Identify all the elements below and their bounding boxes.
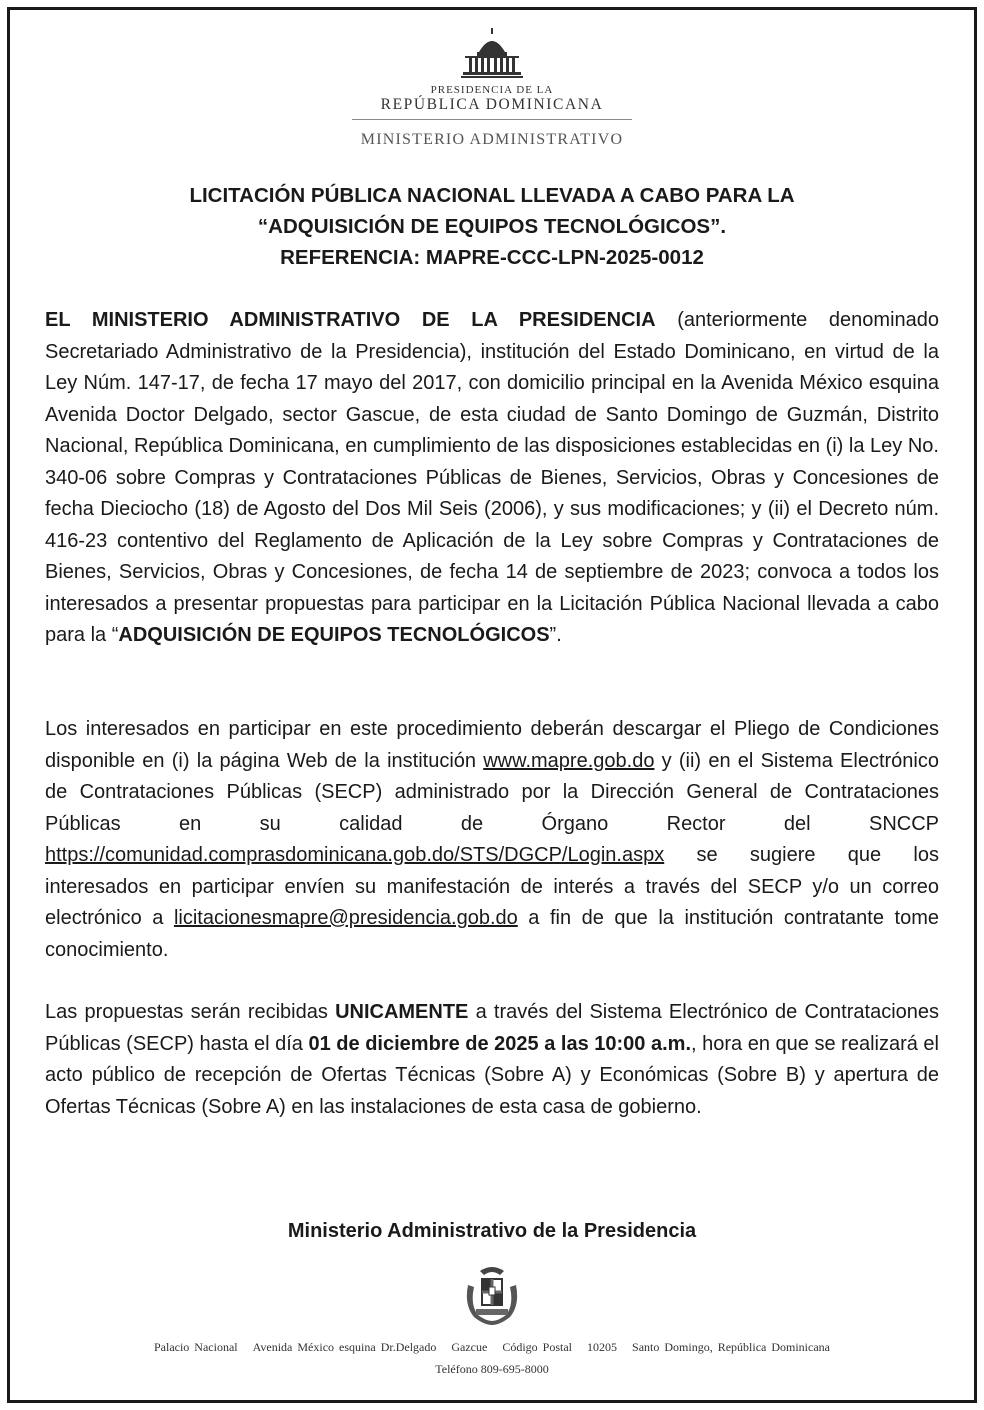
coat-of-arms-icon	[460, 1265, 524, 1327]
header-republica: REPÚBLICA DOMINICANA	[380, 96, 604, 113]
deadline-text-3: , hora en que se realizará el acto público de recepción de Ofertas Técnicas (Sobre A) y Económicas (Sobre B) y apertura de Ofertas Técnicas (Sobre A) en las instalaciones de esta casa de gobierno.	[45, 1032, 939, 1118]
footer-city: Santo Domingo, República Dominicana	[632, 1340, 830, 1354]
instructions-text-2: y (ii) en el Sistema Electrónico de Contrataciones Públicas (SECP) administrado por la Dirección General de Contrataciones Públicas en su calidad de Órgano Rector del SNCCP	[45, 749, 939, 835]
footer-address	[0, 1340, 984, 1355]
email-link[interactable]: licitacionesmapre@presidencia.gob.do	[173, 907, 518, 929]
website-link[interactable]: www.mapre.gob.do	[483, 749, 655, 772]
paragraph-convocation	[45, 305, 939, 652]
footer-sector: Gazcue	[451, 1340, 488, 1354]
convocation-end: ”.	[549, 624, 562, 646]
paragraph-deadline	[45, 997, 939, 1123]
instructions-text-4: a fin de que la institución contratante tome conocimiento.	[45, 907, 939, 961]
footer-street: Avenida México esquina Dr.Delgado	[252, 1340, 437, 1354]
instructions-text-1: Los interesados en participar en este procedimiento deberán descargar el Pliego de Condiciones disponible en (i) la página Web de la institución	[45, 718, 939, 772]
deadline-text-2: a través del Sistema Electrónico de Contrataciones Públicas (SECP) hasta el día	[45, 1001, 940, 1055]
paragraph-instructions	[45, 714, 939, 966]
header-divider	[352, 119, 632, 120]
convocation-text: (anteriormente denominado Secretariado Administrativo de la Presidencia), institución del Estado Dominicano, en virtud de la Ley Núm. 147-17, de fecha 17 mayo del 2017, con domicilio principal en la Avenida México esquina Avenida Doctor Delgado, sector Gascue, de esta ciudad de Santo Domingo de Guzmán, Distrito Nacional, República Dominicana, en cumplimiento de las disposiciones establecidas en (i) la Ley No. 340-06 sobre Compras y Contrataciones Públicas de Bienes, Servicios, Obras y Concesiones de fecha Dieciocho (18) de Agosto del Dos Mil Seis (2006), y sus modificaciones; y (ii) el Decreto núm. 416-23 contentivo del Reglamento de Aplicación de la Ley sobre Compras y Contrataciones de Bienes, Servicios, Obras y Concesiones, de fecha 14 de septiembre de 2023; convoca a todos los interesados a presentar propuestas para participar en la Licitación Pública Nacional llevada a cabo para la “	[45, 309, 940, 646]
title-line-1: LICITACIÓN PÚBLICA NACIONAL LLEVADA A CABO PARA LA	[189, 184, 795, 207]
procurement-object: ADQUISICIÓN DE EQUIPOS TECNOLÓGICOS	[118, 624, 550, 646]
deadline-date: 01 de diciembre de 2025 a las 10:00 a.m.	[308, 1032, 692, 1055]
only-emphasis: UNICAMENTE	[335, 1001, 469, 1023]
header-presidencia: PRESIDENCIA DE LA	[430, 84, 554, 96]
instructions-text-3: se sugiere que los interesados en participar envíen su manifestación de interés a través del SECP y/o un correo electrónico a	[45, 844, 939, 929]
footer-postal-label: Código Postal	[502, 1340, 573, 1354]
footer-phone: Teléfono 809-695-8000	[435, 1362, 549, 1376]
notice-title	[0, 180, 984, 273]
title-line-2: “ADQUISICIÓN DE EQUIPOS TECNOLÓGICOS”.	[257, 215, 727, 238]
title-reference: REFERENCIA: MAPRE-CCC-LPN-2025-0012	[280, 246, 704, 269]
footer-postal-code: 10205	[587, 1340, 618, 1354]
signature: Ministerio Administrativo de la Presidencia	[287, 1220, 697, 1242]
header-ministerio: MINISTERIO ADMINISTRATIVO	[360, 131, 624, 148]
ministry-name: EL MINISTERIO ADMINISTRATIVO DE LA PRESIDENCIA	[45, 309, 656, 331]
palace-dome-icon	[459, 26, 525, 80]
footer-place: Palacio Nacional	[153, 1340, 238, 1354]
deadline-text-1: Las propuestas serán recibidas	[45, 1001, 336, 1023]
secp-login-link[interactable]: https://comunidad.comprasdominicana.gob.do/STS/DGCP/Login.aspx	[45, 844, 665, 866]
